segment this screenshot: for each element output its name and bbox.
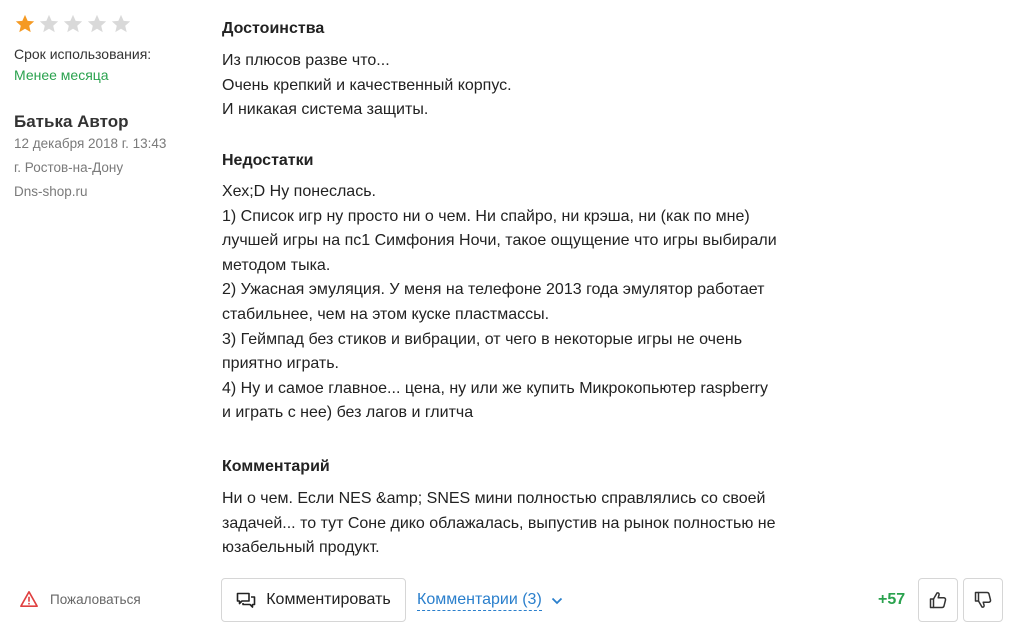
pros-text: Из плюсов разве что... Очень крепкий и качественный корпус. И никакая система защиты.: [222, 52, 512, 119]
author-name: Батька Автор: [14, 112, 129, 131]
usage-value: Менее месяца: [14, 67, 109, 83]
warning-icon: [20, 590, 38, 608]
star-empty-icon: [38, 13, 60, 35]
cons-text: Хех;D Ну понеслась. 1) Список игр ну просто ни о чем. Ни спайро, ни крэша, ни (как по мне) лучшей игры на пс1 Симфония Ночи, такое ощущение что игры выбирали методом тыка. 2) Ужасная эмуляция. У меня на телефоне 2013 года эмулятор работает стабильнее, чем на этом куске пластмассы. 3) Геймпад без стиков и вибрации, от чего в некоторые игры не очень приятно играть. 4) Ну и самое главное... цена, ну или же купить Микрокопьютер raspberry и играть с нее) без лагов и глитча: [222, 183, 777, 422]
star-rating: [14, 13, 132, 35]
review-date: 12 декабря 2018 г. 13:43: [14, 136, 167, 151]
comment-button[interactable]: [221, 578, 406, 622]
comment-text: Ни о чем. Если NES &amp; SNES мини полностью справлялись со своей задачей... то тут Соне дико облажалась, выпустив на рынок полностью не юзабельный продукт.: [222, 490, 776, 557]
thumbs-down-button[interactable]: [963, 578, 1003, 622]
comment-button-label: Комментировать: [266, 591, 391, 608]
chevron-down-icon[interactable]: [551, 596, 563, 606]
report-link[interactable]: [20, 590, 141, 608]
pros-title: Достоинства: [222, 20, 325, 37]
usage-label: Срок использования:: [14, 46, 152, 62]
thumbs-up-icon: [928, 590, 948, 610]
author-city: г. Ростов-на-Дону: [14, 160, 124, 175]
thumbs-down-icon: [973, 590, 993, 610]
comment-title: Комментарий: [222, 458, 330, 475]
chat-icon: [236, 592, 256, 608]
report-label: Пожаловаться: [50, 591, 141, 607]
comments-toggle-link[interactable]: Комментарии (3): [417, 590, 542, 611]
review-source: Dns-shop.ru: [14, 184, 88, 199]
helpful-score: +57: [878, 591, 906, 608]
star-empty-icon: [110, 13, 132, 35]
star-empty-icon: [62, 13, 84, 35]
cons-title: Недостатки: [222, 152, 314, 169]
star-empty-icon: [86, 13, 108, 35]
star-filled-icon: [14, 13, 36, 35]
thumbs-up-button[interactable]: [918, 578, 958, 622]
